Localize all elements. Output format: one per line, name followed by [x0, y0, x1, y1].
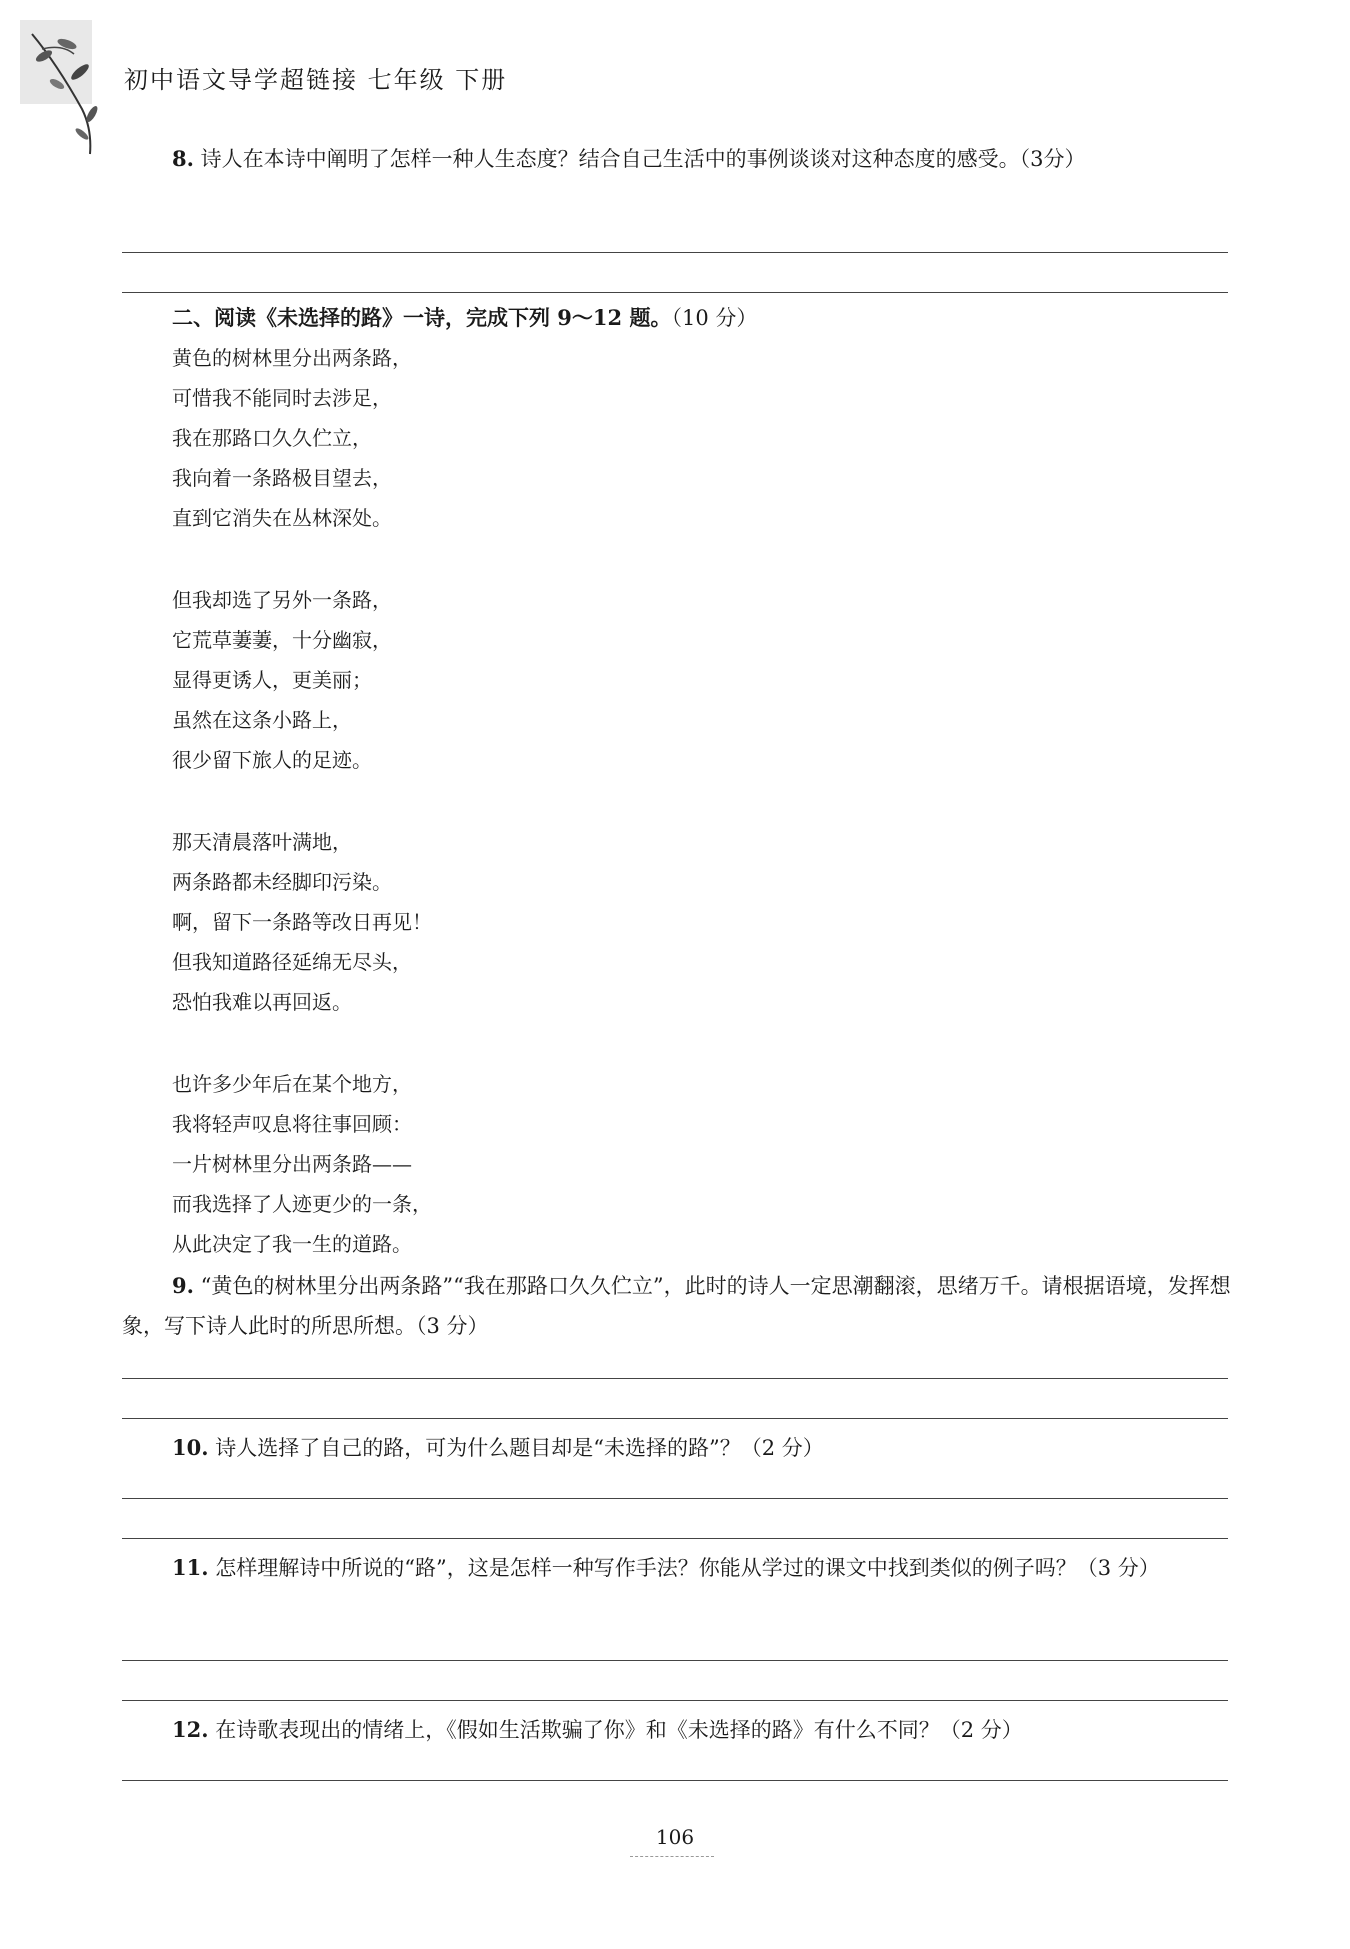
answer-line[interactable]	[122, 1660, 1228, 1661]
poem-line: 我向着一条路极目望去，	[172, 466, 392, 490]
poem-line: 那天清晨落叶满地，	[172, 830, 352, 854]
poem-line: 很少留下旅人的足迹。	[172, 748, 372, 772]
question-9	[122, 1266, 1232, 1346]
poem-line: 我在那路口久久伫立，	[172, 426, 372, 450]
poem-line: 可惜我不能同时去涉足，	[172, 386, 392, 410]
section-points: （10 分）	[671, 306, 758, 330]
question-8	[122, 139, 1232, 179]
question-text: 诗人选择了自己的路，可为什么题目却是“未选择的路”？（2 分）	[215, 1436, 824, 1460]
answer-line[interactable]	[122, 1378, 1228, 1379]
page-number-underline	[630, 1856, 714, 1857]
section-title	[172, 302, 757, 332]
poem-line: 直到它消失在丛林深处。	[172, 506, 392, 530]
section-title-text: 二、阅读《未选择的路》一诗，完成下列 9～12 题。	[172, 305, 672, 330]
poem-line: 显得更诱人，更美丽；	[172, 668, 372, 692]
question-number: 9.	[172, 1273, 194, 1298]
poem-line: 啊，留下一条路等改日再见！	[172, 910, 432, 934]
poem-stanza-3	[172, 822, 432, 1022]
poem-line: 我将轻声叹息将往事回顾：	[172, 1112, 412, 1136]
answer-line[interactable]	[122, 1498, 1228, 1499]
poem-line: 虽然在这条小路上，	[172, 708, 352, 732]
poem-line: 但我却选了另外一条路，	[172, 588, 392, 612]
question-number: 8.	[172, 146, 194, 171]
answer-line[interactable]	[122, 1538, 1228, 1539]
question-number: 11.	[172, 1555, 209, 1580]
answer-line[interactable]	[122, 1780, 1228, 1781]
answer-line[interactable]	[122, 1700, 1228, 1701]
question-text: 怎样理解诗中所说的“路”，这是怎样一种写作手法？你能从学过的课文中找到类似的例子吗？（3 分）	[215, 1556, 1160, 1580]
poem-line: 而我选择了人迹更少的一条，	[172, 1192, 432, 1216]
answer-line[interactable]	[122, 252, 1228, 253]
book-header-title: 初中语文导学超链接 七年级 下册	[124, 66, 508, 94]
answer-line[interactable]	[122, 292, 1228, 293]
answer-line[interactable]	[122, 1418, 1228, 1419]
poem-stanza-1	[172, 338, 412, 538]
poem-line: 它荒草萋萋，十分幽寂，	[172, 628, 392, 652]
poem-stanza-4	[172, 1064, 432, 1264]
poem-line: 一片树林里分出两条路——	[172, 1152, 412, 1176]
question-10	[122, 1428, 1232, 1468]
poem-line: 但我知道路径延绵无尽头，	[172, 950, 412, 974]
poem-line: 黄色的树林里分出两条路，	[172, 346, 412, 370]
poem-line: 恐怕我难以再回返。	[172, 990, 352, 1014]
poem-line: 两条路都未经脚印污染。	[172, 870, 392, 894]
page-number: 106	[655, 1825, 695, 1849]
poem-stanza-2	[172, 580, 392, 780]
question-number: 10.	[172, 1435, 209, 1460]
poem-line: 从此决定了我一生的道路。	[172, 1232, 412, 1256]
question-12	[122, 1710, 1232, 1750]
question-text: 诗人在本诗中阐明了怎样一种人生态度？结合自己生活中的事例谈谈对这种态度的感受。（3分）	[200, 147, 1086, 171]
question-11	[122, 1548, 1232, 1588]
question-number: 12.	[172, 1717, 209, 1742]
poem-line: 也许多少年后在某个地方，	[172, 1072, 412, 1096]
question-text: 在诗歌表现出的情绪上，《假如生活欺骗了你》和《未选择的路》有什么不同？（2 分）	[215, 1718, 1023, 1742]
question-text: “黄色的树林里分出两条路”“我在那路口久久伫立”，此时的诗人一定思潮翻滚，思绪万千。请根据语境，发挥想象，写下诗人此时的所思所想。（3 分）	[122, 1274, 1231, 1338]
ink-branch-decoration	[12, 14, 112, 164]
